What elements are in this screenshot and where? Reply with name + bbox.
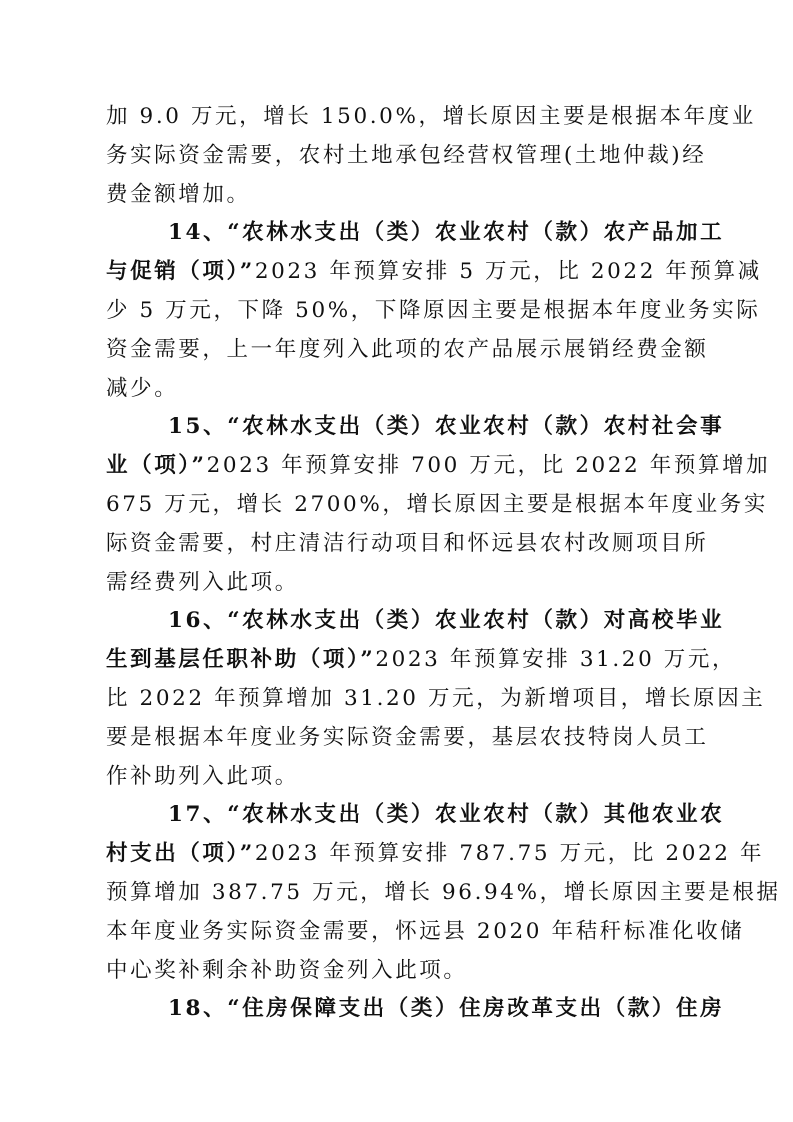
text-line — [106, 529, 709, 559]
text-line — [106, 102, 756, 132]
body-text: 2023 年预算安排 700 万元，比 2022 年预算增加 — [206, 453, 771, 479]
item-heading: 17、“农林水支出（类）农业农村（款）其他农业农 — [168, 802, 725, 828]
item-heading: 14、“农林水支出（类）农业农村（款）农产品加工 — [168, 220, 725, 246]
text-line — [106, 762, 686, 792]
text-line — [106, 180, 686, 210]
body-text: 2023 年预算安排 5 万元，比 2022 年预算减 — [254, 259, 762, 285]
item-heading: 16、“农林水支出（类）农业农村（款）对高校毕业 — [168, 608, 725, 634]
text-line — [168, 800, 725, 830]
text-line — [168, 994, 725, 1024]
text-line — [106, 917, 745, 947]
text-line — [168, 606, 725, 636]
body-text: 本年度业务实际资金需要，怀远县 2020 年秸秆标准化收储 — [106, 918, 745, 944]
item-heading: 18、“住房保障支出（类）住房改革支出（款）住房 — [168, 996, 725, 1022]
text-line — [106, 956, 686, 986]
body-text: 费金额增加。 — [106, 181, 251, 207]
text-line — [106, 839, 765, 869]
body-text: 务实际资金需要，农村土地承包经营权管理(土地仲裁)经 — [106, 142, 707, 168]
body-text: 需经费列入此项。 — [106, 569, 299, 595]
text-line — [106, 374, 686, 404]
body-text: 2023 年预算安排 787.75 万元，比 2022 年 — [254, 841, 765, 867]
body-text: 要是根据本年度业务实际资金需要，基层农技特岗人员工 — [106, 724, 709, 750]
text-line — [106, 645, 737, 675]
item-heading: 与促销（项）” — [106, 259, 255, 285]
text-line — [106, 335, 709, 365]
text-line — [106, 490, 768, 520]
item-heading: 生到基层任职补助（项）” — [106, 647, 376, 673]
body-text: 2023 年预算安排 31.20 万元， — [375, 647, 737, 673]
body-text: 比 2022 年预算增加 31.20 万元，为新增项目，增长原因主 — [106, 686, 766, 711]
item-heading: 村支出（项）” — [106, 841, 255, 867]
text-line — [106, 684, 766, 714]
body-text: 预算增加 387.75 万元，增长 96.94%，增长原因主要是根据 — [106, 880, 781, 905]
text-line — [106, 451, 771, 481]
item-heading: 15、“农林水支出（类）农业农村（款）农村社会事 — [168, 414, 725, 440]
body-text: 减少。 — [106, 375, 179, 401]
body-text: 少 5 万元，下降 50%，下降原因主要是根据本年度业务实际 — [106, 298, 761, 323]
text-line — [106, 878, 781, 908]
text-line — [168, 412, 725, 442]
text-line — [168, 218, 725, 248]
body-text: 资金需要，上一年度列入此项的农产品展示展销经费金额 — [106, 336, 709, 362]
text-line — [106, 257, 762, 287]
text-line — [106, 568, 686, 598]
body-text: 作补助列入此项。 — [106, 763, 299, 789]
body-text: 中心奖补剩余补助资金列入此项。 — [106, 957, 468, 983]
body-text: 加 9.0 万元，增长 150.0%，增长原因主要是根据本年度业 — [106, 104, 756, 129]
text-line — [106, 296, 761, 326]
text-line — [106, 141, 707, 171]
item-heading: 业（项）” — [106, 453, 207, 479]
body-text: 际资金需要，村庄清洁行动项目和怀远县农村改厕项目所 — [106, 530, 709, 556]
body-text: 675 万元，增长 2700%，增长原因主要是根据本年度业务实 — [106, 492, 768, 517]
text-line — [106, 723, 709, 753]
